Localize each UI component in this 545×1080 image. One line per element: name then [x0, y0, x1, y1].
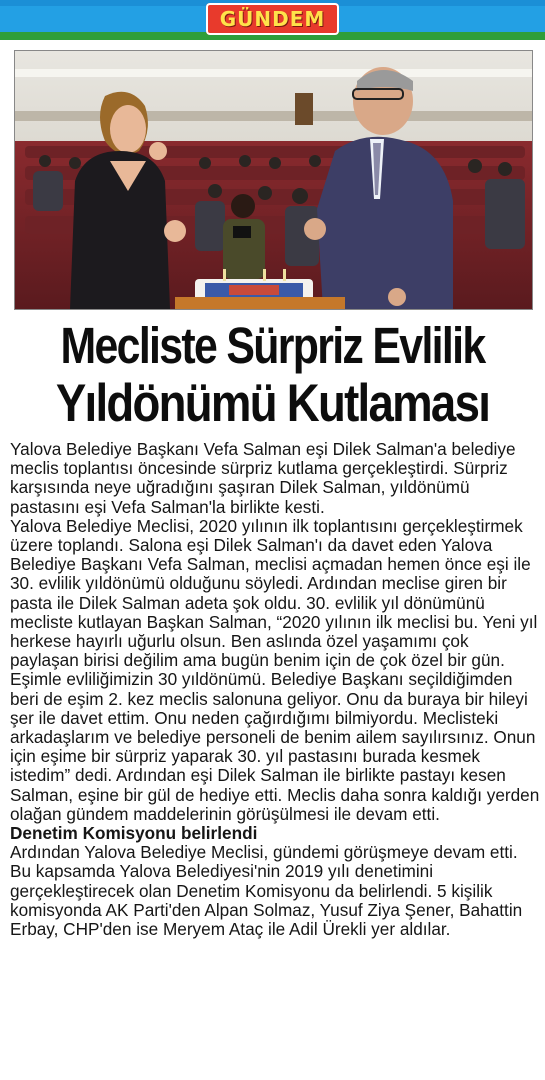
headline-line-1: Mecliste Sürpriz Evlilik — [60, 317, 485, 374]
article-paragraph-1: Yalova Belediye Başkanı Vefa Salman eşi Dilek Salman'a belediye meclis toplantısı öncesinde sürpriz kutlama gerçekleştirdi. Sürpriz karşısında neye uğradığını şaşıran Dilek Salman, yıldönümü pastasını eşi Vefa Salman'la birlikte kesti. — [10, 439, 516, 517]
photo-council-celebration-icon — [15, 51, 532, 309]
article-body — [10, 440, 540, 939]
section-label: GÜNDEM — [219, 7, 326, 31]
article-photo — [14, 50, 533, 310]
headline-line-2: Yıldönümü Kutlaması — [55, 374, 490, 433]
article-paragraph-3: Ardından Yalova Belediye Meclisi, gündemi görüşmeye devam etti. Bu kapsamda Yalova Belediyesi'nin 2019 yılı denetimini gerçekleştirecek olan Denetim Komisyonu da belirlendi. 5 kişilik komisyonda AK Parti'den Alpan Solmaz, Yusuf Ziya Şener, Bahattin Erbay, CHP'den ise Meryem Ataç ile Adil Ürekli yer aldılar. — [10, 842, 523, 940]
section-banner — [0, 0, 545, 40]
article-paragraph-2: Yalova Belediye Meclisi, 2020 yılının ilk toplantısını gerçekleştirmek üzere toplandı. Salona eşi Dilek Salman'ı da davet eden Yalova Belediye Başkanı Vefa Salman, meclisi açmadan hemen önce eşi ile 30. evlilik yıldönümü olduğunu söyledi. Ardından meclise giren bir pasta ile Dilek Salman adeta şok oldu. 30. evlilik yıl dönümünü mecliste kutlayan Başkan Salman, “2020 yılının ilk meclisi bu. Yeni yıl herkese hayırlı uğurlu olsun. Ben aslında özel yaşamımı çok paylaşan birisi değilim ama bugün benim için de çok özel bir gün. Eşimle evliliğimizin 30 yıldönümü. Belediye Başkanı seçildiğimden beri de eşim 2. kez meclis salonuna geliyor. Onu da buraya bir hileyi şer ile davet ettim. Onu neden çağırdığımı bilmiyordu. Meclisteki arkadaşlarım ve belediye personeli de benim ailem sayılırsınız. Onun için eşime bir sürpriz yaparak 30. yıl pastasını burada kesmek istedim” dedi. Ardından eşi Dilek Salman ile birlikte pastayı kesen Salman, eşine bir gül de hediye etti. Meclis daha sonra kaldığı yerden olağan gündem maddelerinin görüşülmesi ile devam etti. — [10, 515, 540, 824]
article-subheading: Denetim Komisyonu belirlendi — [10, 823, 258, 844]
